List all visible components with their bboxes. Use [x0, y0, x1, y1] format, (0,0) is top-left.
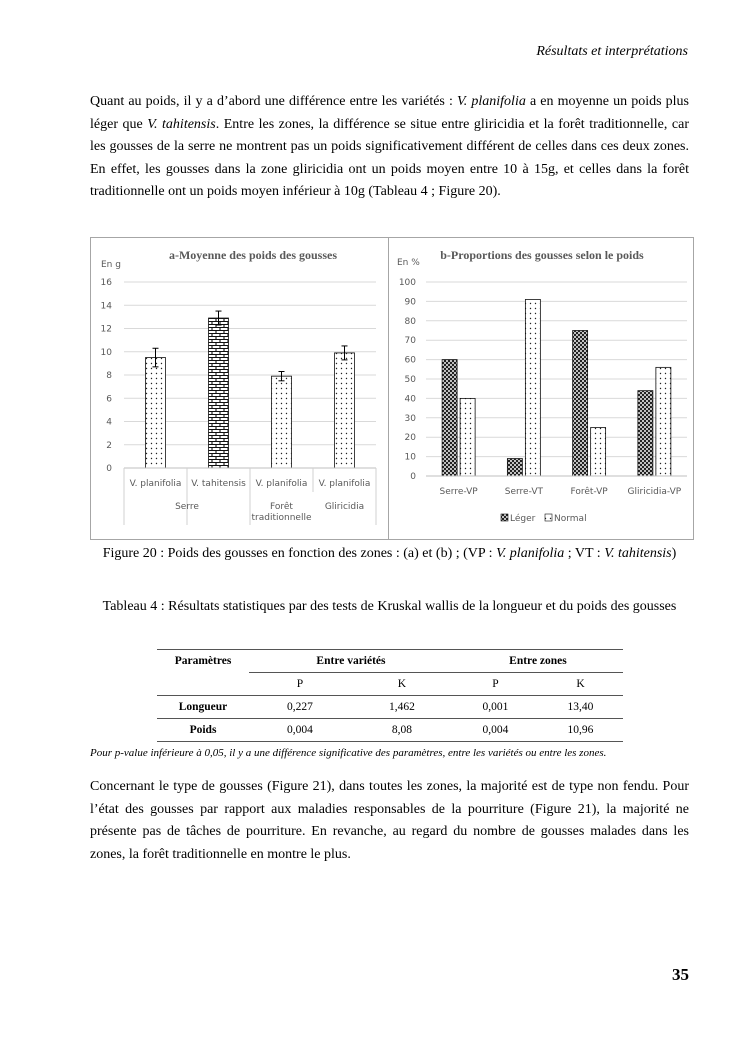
para1-text-1: Quant au poids, il y a d’abord une différence entre les variétés :: [90, 94, 458, 109]
chart-a-ylabel: En g: [101, 260, 121, 270]
chart-a-ytick: 2: [106, 440, 112, 451]
chart-b-ytick: 30: [404, 413, 416, 424]
table-cell: 0,001: [453, 696, 538, 719]
chart-b-ytick: 80: [404, 316, 416, 327]
chart-a-ytick: 6: [106, 394, 112, 405]
chart-a-ytick: 14: [100, 301, 112, 312]
figure-caption-species-1: V. planifolia: [496, 546, 565, 561]
table-note: Pour p-value inférieure à 0,05, il y a une différence significative des paramètres, entre les variétés ou entre les zones.: [90, 747, 607, 759]
chart-a-group-label: Gliricidia: [324, 502, 365, 512]
page-number: 35: [672, 965, 689, 984]
table-subheader-row: [157, 673, 623, 696]
table-cell: 0,004: [453, 719, 538, 742]
chart-b-bar-leger: [638, 391, 653, 476]
chart-a-bar: [209, 318, 229, 468]
chart-a-xtick: V. planifolia: [255, 479, 308, 489]
table-header-row: [157, 650, 623, 673]
chart-a-bar: [146, 358, 166, 468]
running-header: Résultats et interprétations: [536, 44, 688, 59]
header-between-varieties: Entre variétés: [249, 650, 453, 673]
para1-species-2: V. tahitensis: [147, 116, 216, 132]
chart-b-ytick: 70: [404, 336, 416, 347]
chart-b-legend-swatch: [545, 514, 552, 521]
chart-b-ytick: 90: [404, 297, 416, 308]
chart-a-xtick: V. planifolia: [318, 479, 371, 489]
kruskal-wallis-table: [157, 649, 623, 742]
para1-species-1: V. planifolia: [457, 94, 526, 109]
chart-b-title: b-Proportions des gousses selon le poids: [440, 248, 644, 262]
header-between-zones: Entre zones: [453, 650, 623, 673]
table-caption: Tableau 4 : Résultats statistiques par des tests de Kruskal wallis de la longueur et du poids des gousses: [102, 599, 677, 614]
chart-b-bar-leger: [573, 331, 588, 477]
table-row: [157, 696, 623, 719]
paragraph-pod-type: Concernant le type de gousses (Figure 21), dans toutes les zones, la majorité est de type non fendu. Pour l’état des gousses par rapport aux maladies responsables de la pourriture (Figure 21), la majorité ne présente pas de tâches de pourriture. En revanche, au regard du nombre de gousses malades dans les zones, la forêt traditionnelle en montre le plus.: [90, 779, 689, 862]
chart-a-ytick: 0: [106, 464, 112, 474]
chart-a-ytick: 10: [100, 347, 112, 358]
chart-a-xtick: V. tahitensis: [191, 479, 246, 489]
subheader-k-varieties: K: [351, 673, 453, 696]
chart-a-ytick: 4: [106, 417, 112, 428]
row-label-weight: Poids: [157, 719, 249, 742]
chart-b-legend-label: Léger: [510, 514, 536, 524]
paragraph-weight: [90, 91, 689, 204]
chart-b-weight-proportions: [389, 237, 694, 540]
chart-b-ytick: 20: [404, 433, 416, 444]
table-cell: 13,40: [538, 696, 623, 719]
table-row: [157, 719, 623, 742]
chart-a-weight-mean: [90, 237, 388, 540]
chart-b-ytick: 100: [398, 278, 416, 288]
row-label-length: Longueur: [157, 696, 249, 719]
header-parameters: Paramètres: [157, 650, 249, 673]
chart-b-bar-leger: [507, 459, 522, 476]
chart-b-ytick: 40: [404, 394, 416, 405]
subheader-p-zones: P: [453, 673, 538, 696]
chart-b-bar-leger: [442, 360, 457, 476]
chart-b-ytick: 0: [410, 472, 416, 482]
figure-caption: [90, 543, 689, 565]
chart-b-bar-normal: [591, 428, 606, 477]
chart-b-ytick: 50: [404, 375, 416, 385]
chart-b-legend-label: Normal: [554, 514, 587, 524]
chart-b-bar-normal: [460, 398, 475, 476]
chart-a-title: a-Moyenne des poids des gousses: [168, 248, 338, 262]
chart-b-bar-normal: [525, 299, 540, 476]
chart-b-ytick: 60: [404, 355, 416, 366]
table-cell: 0,004: [249, 719, 351, 742]
chart-b-bar-normal: [656, 367, 671, 476]
subheader-p-varieties: P: [249, 673, 351, 696]
chart-b-xtick: Forêt-VP: [570, 487, 608, 497]
figure-caption-text-3: ): [671, 546, 677, 561]
chart-b-xtick: Gliricidia-VP: [627, 487, 682, 497]
chart-a-group-label: Serre: [175, 502, 199, 512]
chart-b-xtick: Serre-VP: [439, 487, 478, 497]
subheader-empty: [157, 673, 249, 696]
figure-caption-species-2: V. tahitensis: [604, 546, 672, 561]
table-cell: 10,96: [538, 719, 623, 742]
chart-a-group-label: Forêt traditionnelle: [251, 502, 312, 523]
subheader-k-zones: K: [538, 673, 623, 696]
chart-a-ytick: 12: [100, 324, 112, 335]
chart-a-bar: [272, 376, 292, 468]
chart-a-bar: [335, 353, 355, 468]
chart-b-legend-swatch: [501, 514, 508, 521]
table-cell: 0,227: [249, 696, 351, 719]
chart-a-ytick: 8: [106, 371, 112, 381]
chart-a-xtick: V. planifolia: [129, 479, 182, 489]
chart-b-ylabel: En %: [397, 258, 420, 268]
para1-text-2: a en moyenne un poids plus léger que: [90, 94, 689, 132]
table-cell: 1,462: [351, 696, 453, 719]
table-cell: 8,08: [351, 719, 453, 742]
figure-caption-text-2: ; VT :: [564, 546, 605, 561]
para1-text-3: . Entre les zones, la différence se situe entre gliricidia et la forêt traditionnelle, car les gousses de la serre ne montrent pas un poids significativement différent de celles dans ces deux zones. En effet, les gousses dans la zone gliricidia ont un poids moyen entre 10 à 15g, et celles dans la forêt traditionnelle ont un poids moyen inférieur à 10g (Tableau 4 ; Figure 20).: [90, 116, 689, 200]
chart-b-ytick: 10: [404, 452, 416, 463]
chart-a-ytick: 16: [100, 278, 112, 288]
chart-b-xtick: Serre-VT: [504, 487, 543, 497]
figure-caption-text-1: Figure 20 : Poids des gousses en fonction des zones : (a) et (b) ; (VP :: [102, 546, 497, 561]
